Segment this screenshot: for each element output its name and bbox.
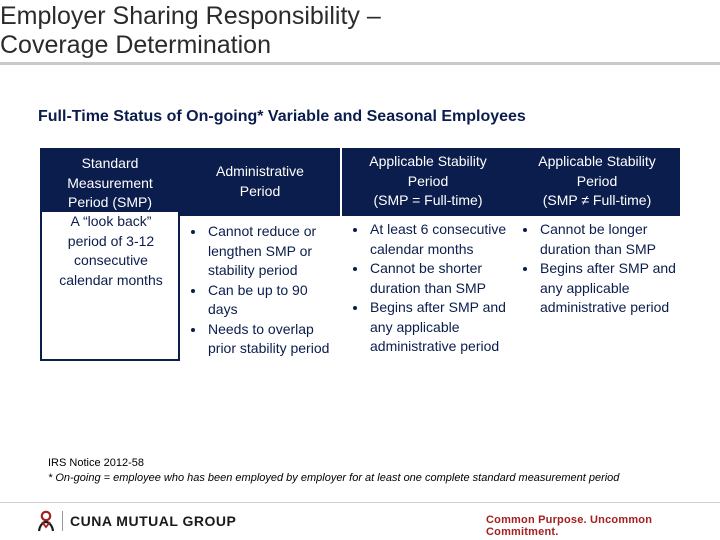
title-divider <box>0 62 720 65</box>
administrative-period-body <box>180 216 340 367</box>
header-line: Applicable Stability <box>369 153 487 169</box>
smp-column-header <box>42 150 178 212</box>
header-line: (SMP ≠ Full-time) <box>542 192 652 208</box>
company-logo <box>36 510 236 532</box>
bullet-item: • Cannot be shorter duration than SMP <box>368 259 510 298</box>
notes <box>48 456 619 486</box>
header-line: Period <box>239 182 281 199</box>
slide-title-line2: Coverage Determination <box>0 31 271 59</box>
bullet-item: • Needs to overlap prior stability period <box>206 320 336 359</box>
slide-title-line1: Employer Sharing Responsibility – <box>0 2 381 30</box>
bullet-item: • Cannot reduce or lengthen SMP or stability period <box>206 222 336 281</box>
cuna-logo-icon <box>36 510 56 532</box>
header-line: Administrative <box>216 163 304 179</box>
slide-title <box>0 2 700 60</box>
stability-not-full-time-header <box>514 148 680 216</box>
header-line: Period <box>407 172 449 189</box>
logo-text: CUNA MUTUAL GROUP <box>70 513 237 529</box>
stability-not-full-time-column <box>514 148 680 324</box>
bullet-item: • At least 6 consecutive calendar months <box>368 220 510 259</box>
source-note: IRS Notice 2012-58 <box>48 457 144 469</box>
smp-column <box>40 148 180 361</box>
bullet-item: • Begins after SMP and any applicable administrative period <box>368 298 510 357</box>
header-line: (SMP = Full-time) <box>373 192 483 208</box>
tagline: Common Purpose. Uncommon Commitment. <box>486 514 653 538</box>
smp-column-body: A “look back” period of 3-12 consecutive calendar months <box>59 213 163 288</box>
administrative-period-header <box>180 148 340 216</box>
header-line: Period <box>576 172 618 189</box>
logo-separator <box>62 511 63 531</box>
bullet-item: • Begins after SMP and any applicable administrative period <box>538 259 676 318</box>
stability-not-full-time-body <box>514 216 680 324</box>
slide-subtitle: Full-Time Status of On-going* Variable and Seasonal Employees <box>38 108 526 125</box>
header-line: Period (SMP) <box>67 194 153 210</box>
footnote: * On-going = employee who has been employed by employer for at least one complete standard measurement period <box>48 472 620 484</box>
header-line: Applicable Stability <box>538 153 656 169</box>
stability-full-time-header <box>342 148 514 216</box>
bullet-item: • Cannot be longer duration than SMP <box>538 220 676 259</box>
header-line: Standard <box>81 155 139 171</box>
stability-full-time-body <box>342 216 514 363</box>
stability-full-time-column <box>342 148 514 363</box>
header-line: Measurement <box>67 174 153 191</box>
administrative-period-column <box>180 148 340 367</box>
footer-divider <box>0 502 720 503</box>
bullet-item: • Can be up to 90 days <box>206 281 336 320</box>
